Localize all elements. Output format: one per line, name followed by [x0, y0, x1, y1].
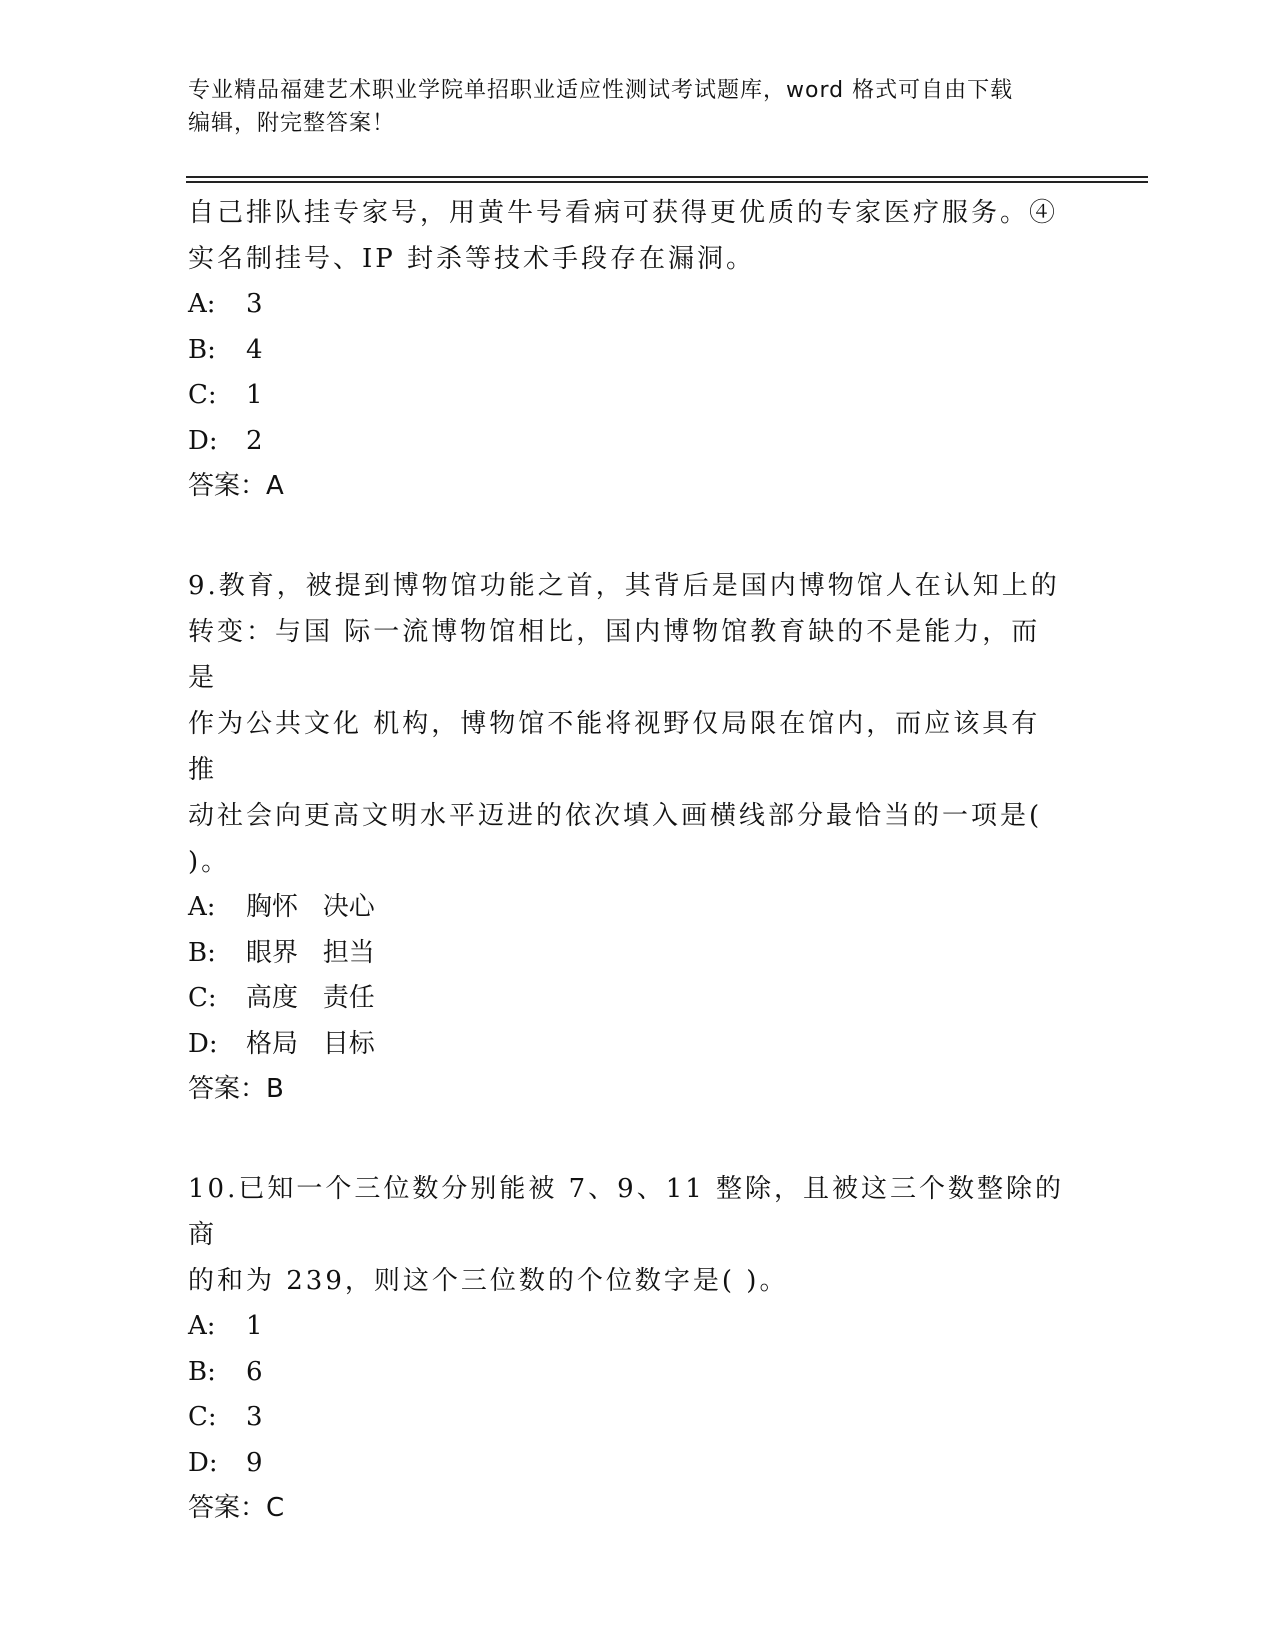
option-label: A: — [188, 289, 216, 319]
question-line: 10.已知一个三位数分别能被 7、9、11 整除，且被这三个数整除的商 — [188, 1174, 1065, 1250]
option-label: A: — [188, 892, 216, 922]
option-d — [188, 419, 1068, 465]
option-value: 3 — [246, 289, 263, 319]
option-d — [188, 1022, 1068, 1068]
option-value: 4 — [246, 334, 263, 365]
option-d — [188, 1441, 1068, 1487]
header-line-2: 编辑，附完整答案！ — [188, 111, 396, 136]
option-label: D: — [188, 425, 218, 456]
question-line: 自己排队挂专家号，用黄牛号看病可获得更优质的专家医疗服务。④ — [188, 198, 1059, 228]
question-line: )。 — [188, 847, 231, 877]
option-c — [188, 976, 1068, 1022]
header-line-1: 专业精品福建艺术职业学院单招职业适应性测试考试题库，word 格式可自由下载 — [188, 78, 1014, 103]
option-b — [188, 931, 1068, 977]
option-c — [188, 1395, 1068, 1441]
question-text — [188, 1166, 1068, 1304]
question-8 — [188, 190, 1068, 509]
question-line: 动社会向更高文明水平迈进的依次填入画横线部分最恰当的一项是( — [188, 801, 1043, 831]
question-9 — [188, 563, 1068, 1112]
option-value: 1 — [246, 1311, 263, 1341]
answer-line: 答案：A — [188, 471, 284, 501]
option-label: B: — [188, 334, 216, 365]
question-10 — [188, 1166, 1068, 1531]
option-value: 2 — [246, 425, 263, 456]
option-label: A: — [188, 1311, 216, 1341]
option-b — [188, 328, 1068, 374]
option-value: 胸怀 决心 — [246, 892, 375, 922]
option-b — [188, 1350, 1068, 1396]
option-value: 6 — [246, 1356, 263, 1387]
option-label: C: — [188, 983, 217, 1013]
option-a — [188, 1304, 1068, 1350]
option-value: 高度 责任 — [246, 983, 375, 1013]
question-text — [188, 563, 1068, 885]
option-a — [188, 885, 1068, 931]
option-c — [188, 373, 1068, 419]
answer-line: 答案：B — [188, 1074, 284, 1104]
header-divider-bottom — [186, 181, 1148, 183]
option-label: B: — [188, 1356, 216, 1387]
option-label: D: — [188, 1028, 218, 1059]
question-text — [188, 190, 1068, 282]
option-value: 格局 目标 — [246, 1028, 375, 1059]
option-label: C: — [188, 1402, 217, 1432]
option-value: 眼界 担当 — [246, 937, 375, 968]
question-line: 实名制挂号、IP 封杀等技术手段存在漏洞。 — [188, 244, 756, 274]
question-line: 9.教育，被提到博物馆功能之首，其背后是国内博物馆人在认知上的 — [188, 571, 1060, 601]
option-value: 1 — [246, 380, 263, 410]
option-label: D: — [188, 1447, 218, 1478]
answer-line: 答案：C — [188, 1493, 285, 1523]
option-a — [188, 282, 1068, 328]
option-label: C: — [188, 380, 217, 410]
option-value: 9 — [246, 1447, 263, 1478]
question-line: 转变：与国 际一流博物馆相比，国内博物馆教育缺的不是能力，而是 — [188, 617, 1041, 693]
option-label: B: — [188, 937, 216, 968]
document-body — [188, 190, 1068, 1531]
page-header — [188, 74, 1088, 140]
header-divider-top — [186, 176, 1148, 178]
question-line: 的和为 239，则这个三位数的个位数字是( )。 — [188, 1266, 789, 1296]
question-line: 作为公共文化 机构，博物馆不能将视野仅局限在馆内，而应该具有推 — [188, 709, 1041, 785]
option-value: 3 — [246, 1402, 263, 1432]
